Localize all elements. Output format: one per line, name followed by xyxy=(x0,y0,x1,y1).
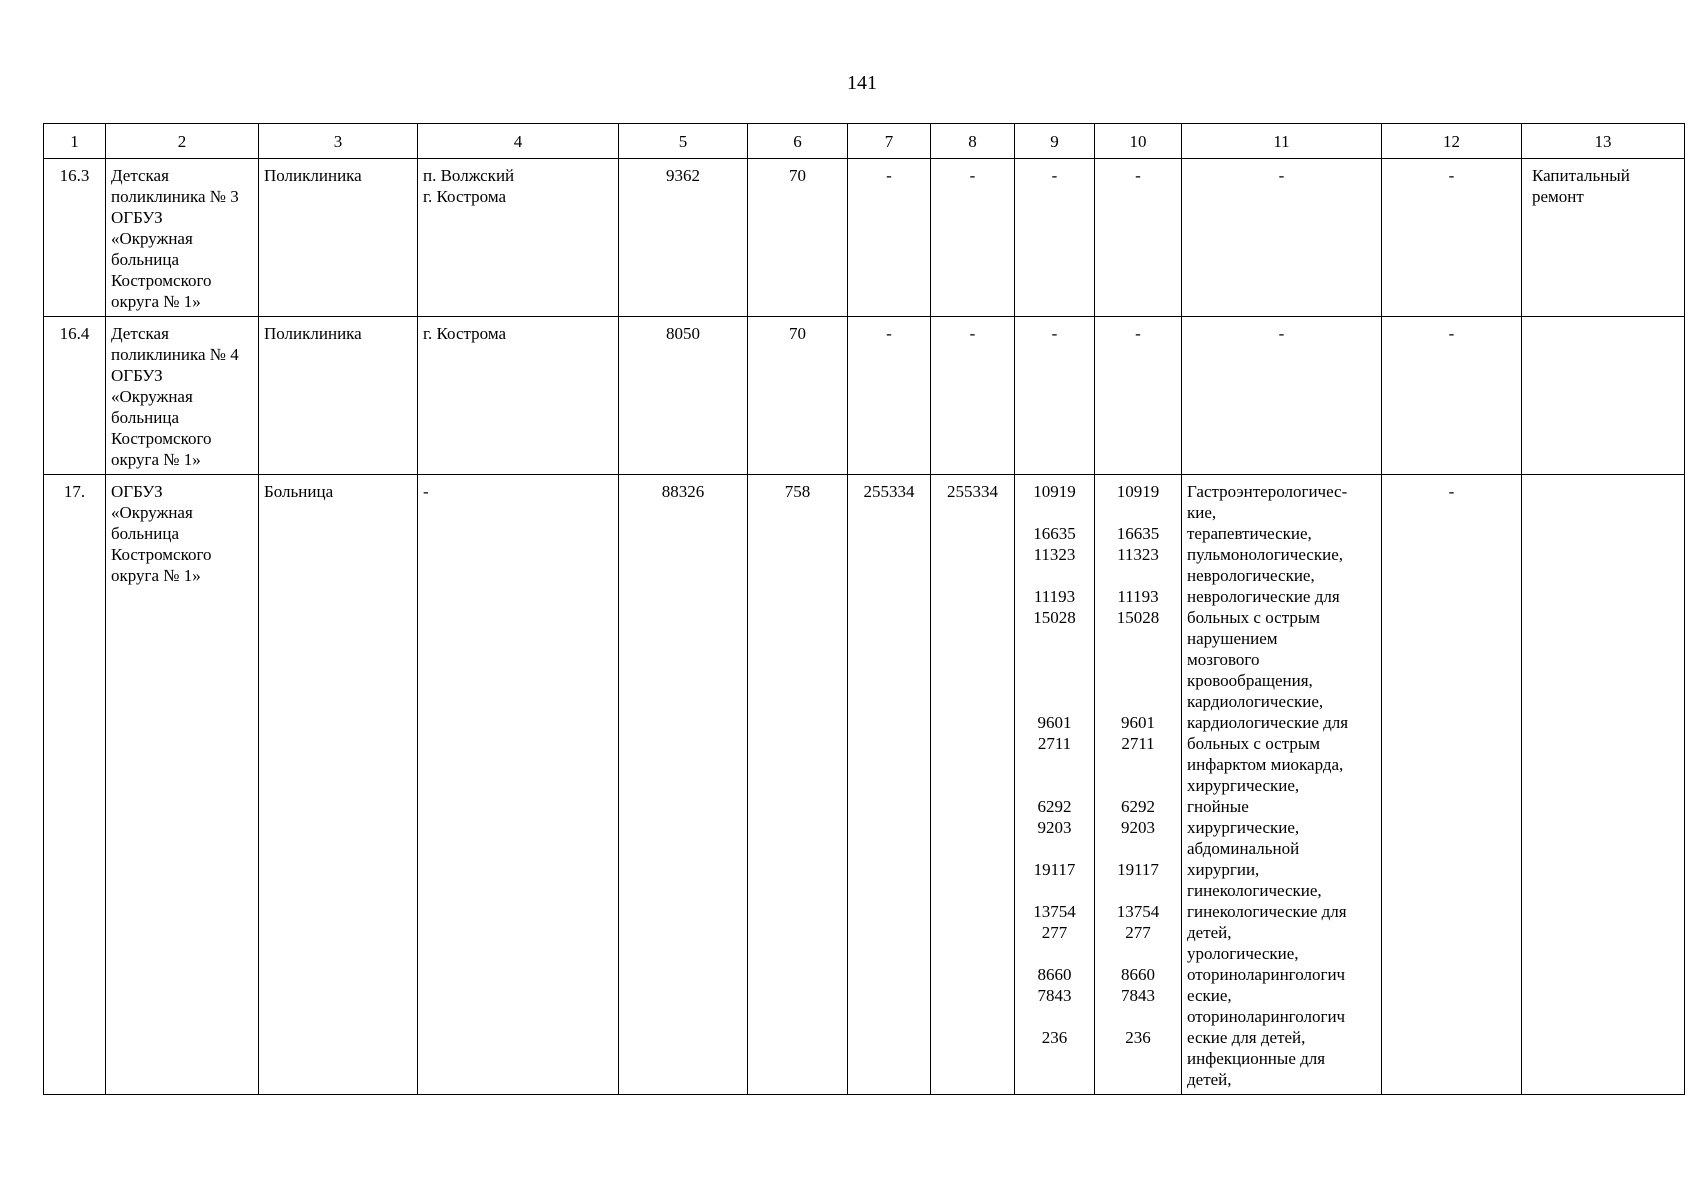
header-cell: 10 xyxy=(1095,124,1182,159)
row-number: 17. xyxy=(44,475,106,1095)
cell-8: - xyxy=(931,159,1015,317)
table-row xyxy=(44,317,1685,475)
header-cell: 7 xyxy=(848,124,931,159)
row-number: 16.3 xyxy=(44,159,106,317)
facility-type: Поликлиника xyxy=(259,317,418,475)
facility-name: ОГБУЗ «Окружная больница Костромского округа № 1» xyxy=(106,475,259,1095)
department-list: Гастроэнтерологичес- кие, терапевтические, пульмонологические, неврологические, неврологические для больных с острым нарушением мозгового кровообращения, кардиологические, кардиологические для больных с острым инфарктом миокарда, хирургические, гнойные хирургические, абдоминальной хирургии, гинекологические, гинекологические для детей, урологические, оториноларингологич еские, оториноларингологич еские для детей, инфекционные для детей, xyxy=(1182,475,1382,1095)
header-row xyxy=(44,124,1685,159)
cell-5: 9362 xyxy=(619,159,748,317)
cell-10: - xyxy=(1095,159,1182,317)
cell-7: - xyxy=(848,317,931,475)
cell-5: 8050 xyxy=(619,317,748,475)
header-cell: 2 xyxy=(106,124,259,159)
header-cell: 11 xyxy=(1182,124,1382,159)
header-cell: 6 xyxy=(748,124,848,159)
cell-6: 70 xyxy=(748,317,848,475)
header-cell: 8 xyxy=(931,124,1015,159)
cell-11: - xyxy=(1182,159,1382,317)
cell-7: - xyxy=(848,159,931,317)
table-row xyxy=(44,159,1685,317)
cell-6: 758 xyxy=(748,475,848,1095)
table-row xyxy=(44,475,1685,1095)
cell-10: - xyxy=(1095,317,1182,475)
cell-9: - xyxy=(1015,317,1095,475)
facility-location: п. Волжский г. Кострома xyxy=(418,159,619,317)
cell-7: 255334 xyxy=(848,475,931,1095)
facility-type: Больница xyxy=(259,475,418,1095)
cell-6: 70 xyxy=(748,159,848,317)
header-cell: 13 xyxy=(1522,124,1685,159)
facility-location: г. Кострома xyxy=(418,317,619,475)
header-cell: 9 xyxy=(1015,124,1095,159)
cell-12: - xyxy=(1382,475,1522,1095)
cell-13 xyxy=(1522,317,1685,475)
cell-8: - xyxy=(931,317,1015,475)
cell-8: 255334 xyxy=(931,475,1015,1095)
header-cell: 5 xyxy=(619,124,748,159)
cell-12: - xyxy=(1382,159,1522,317)
cell-9: - xyxy=(1015,159,1095,317)
header-cell: 4 xyxy=(418,124,619,159)
cell-5: 88326 xyxy=(619,475,748,1095)
header-cell: 1 xyxy=(44,124,106,159)
facility-type: Поликлиника xyxy=(259,159,418,317)
row-number: 16.4 xyxy=(44,317,106,475)
cell-12: - xyxy=(1382,317,1522,475)
facility-location: - xyxy=(418,475,619,1095)
cell-13 xyxy=(1522,475,1685,1095)
cell-13: Капитальный ремонт xyxy=(1522,159,1685,317)
header-cell: 3 xyxy=(259,124,418,159)
cell-10-list: 10919 16635 11323 11193 15028 9601 2711 6292 9203 19117 13754 277 8660 7843 236 xyxy=(1095,475,1182,1095)
facility-name: Детская поликлиника № 4 ОГБУЗ «Окружная больница Костромского округа № 1» xyxy=(106,317,259,475)
header-cell: 12 xyxy=(1382,124,1522,159)
cell-11: - xyxy=(1182,317,1382,475)
cell-9-list: 10919 16635 11323 11193 15028 9601 2711 6292 9203 19117 13754 277 8660 7843 236 xyxy=(1015,475,1095,1095)
data-table xyxy=(43,123,1685,1095)
facility-name: Детская поликлиника № 3 ОГБУЗ «Окружная больница Костромского округа № 1» xyxy=(106,159,259,317)
page-number: 141 xyxy=(847,72,877,94)
